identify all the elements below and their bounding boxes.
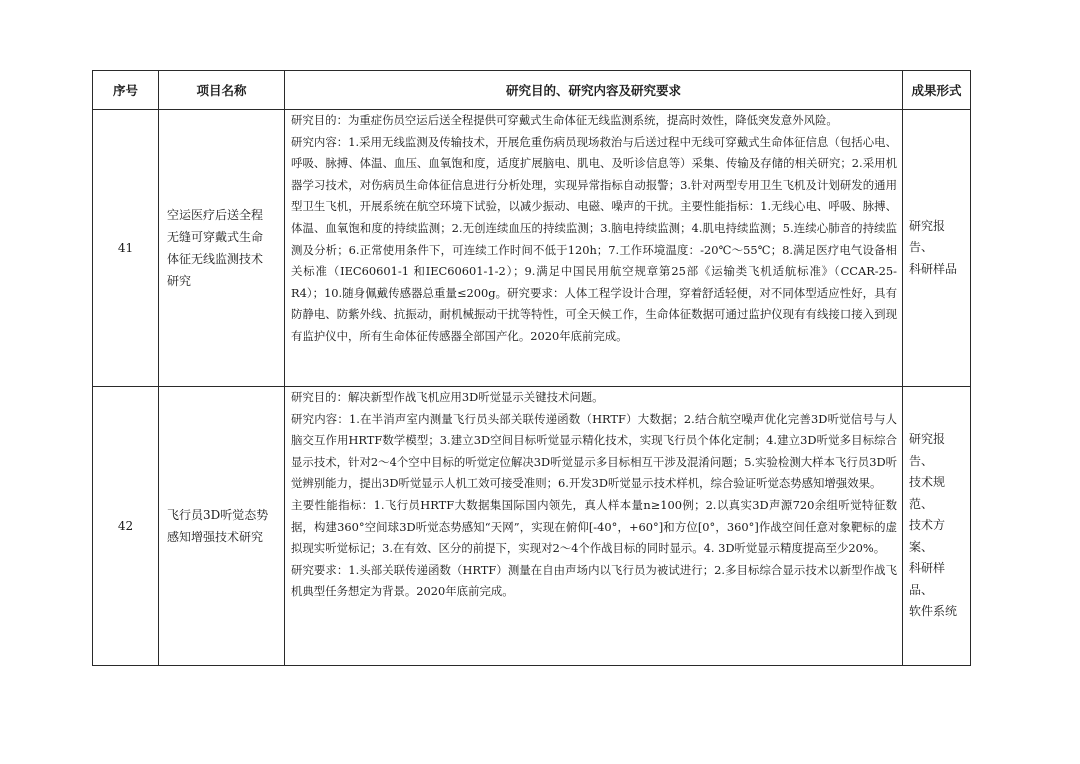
research-paragraph: 研究内容：1.在半消声室内测量飞行员头部关联传递函数（HRTF）大数据；2.结合航空噪声优化完善3D听觉信号与人脑交互作用HRTF数学模型；3.建立3D空间目标听觉显示精化技术，实现飞行员个体化定制；4.建立3D听觉多目标综合显示技术，针对2～4个空中目标的听觉定位解决3D听觉显示多目标相互干涉及混淆问题；5.实验检测大样本飞行员3D听觉辨别能力，提出3D听觉显示人机工效可接受准则；6.开发3D听觉显示技术样机，综合验证听觉态势感知增强效果。 (291, 411, 897, 491)
header-project-name: 项目名称 (159, 71, 285, 110)
project-table (92, 70, 971, 666)
project-name-line: 无缝可穿戴式生命 (167, 230, 264, 244)
research-paragraph: 研究目的：为重症伤员空运后送全程提供可穿戴式生命体征无线监测系统，提高时效性，降低突发意外风险。 (291, 113, 838, 127)
table-row (93, 387, 971, 666)
result-form (903, 110, 971, 387)
research-paragraph: 研究目的：解决新型作战飞机应用3D听觉显示关键技术问题。 (291, 390, 604, 404)
project-name-line: 飞行员3D听觉态势 (167, 508, 269, 522)
research-paragraph: 研究要求：1.头部关联传递函数（HRTF）测量在自由声场内以飞行员为被试进行；2.多目标综合显示技术以新型作战飞机典型任务想定为背景。2020年底前完成。 (291, 562, 897, 599)
header-research-content: 研究目的、研究内容及研究要求 (285, 71, 903, 110)
result-form-line: 科研样品 (909, 261, 958, 276)
result-form-line: 科研样品、 (909, 561, 946, 597)
project-name-line: 空运医疗后送全程 (167, 208, 264, 222)
project-name-line: 研究 (167, 274, 192, 288)
result-form (903, 387, 971, 666)
result-form-line: 技术规范、 (909, 475, 946, 511)
research-paragraph: 研究内容：1.采用无线监测及传输技术，开展危重伤病员现场救治与后送过程中无线可穿戴式生命体征信息（包括心电、呼吸、脉搏、体温、血压、血氧饱和度，适度扩展脑电、肌电、及听诊信息等）采集、传输及存储的相关研究；2.采用机器学习技术，对伤病员生命体征信息进行分析处理，实现异常指标自动报警；3.针对两型专用卫生飞机及计划研发的通用型卫生飞机，开展系统在航空环境下试验，以减少振动、电磁、噪声的干扰。主要性能指标：1.无线心电、呼吸、脉搏、体温、血氧饱和度的持续监测；2.无创连续血压的持续监测；3.脑电持续监测；4.肌电持续监测；5.连续心肺音的持续监测及分析；6.正常使用条件下，可连续工作时间不低于120h；7.工作环境温度：-20℃～55℃；8.满足医疗电气设备相关标准（IEC60601-1 和IEC60601-1-2）；9.满足中国民用航空规章第25部《运输类飞机适航标准》（CCAR-25-R4）；10.随身佩戴传感器总重量≤200g。研究要求：人体工程学设计合理，穿着舒适轻便，对不同体型适应性好，具有防静电、防紫外线、抗振动，耐机械振动干扰等特性，可全天候工作，生命体征数据可通过监护仪现有有线接口接入到现有监护仪中，所有生命体征传感器全部国产化。2020年底前完成。 (291, 134, 897, 343)
result-form-line: 技术方案、 (909, 518, 946, 554)
result-form-line: 研究报告、 (909, 218, 946, 255)
header-row (93, 71, 971, 110)
result-form-line: 软件系统 (909, 604, 958, 619)
research-paragraph: 主要性能指标：1.飞行员HRTF大数据集国际国内领先，真人样本量n≥100例；2.以真实3D声源720余组听觉特征数据，构建360°空间球3D听觉态势感知“天网”，实现在俯仰[-40°，+60°]和方位[0°，360°]作战空间任意对象靶标的虚拟现实听觉标记；3.在有效、区分的前提下，实现对2～4个作战目标的同时显示。4. 3D听觉显示精度提高至少20%。 (291, 497, 897, 556)
row-index: 41 (93, 110, 159, 387)
header-index: 序号 (93, 71, 159, 110)
result-form-line: 研究报告、 (909, 432, 946, 468)
project-name-line: 体征无线监测技术 (167, 252, 264, 266)
project-name (159, 110, 285, 387)
table-row (93, 110, 971, 387)
research-content (285, 110, 903, 387)
project-name-line: 感知增强技术研究 (167, 530, 264, 544)
research-content (285, 387, 903, 666)
header-result-form: 成果形式 (903, 71, 971, 110)
project-name (159, 387, 285, 666)
row-index: 42 (93, 387, 159, 666)
